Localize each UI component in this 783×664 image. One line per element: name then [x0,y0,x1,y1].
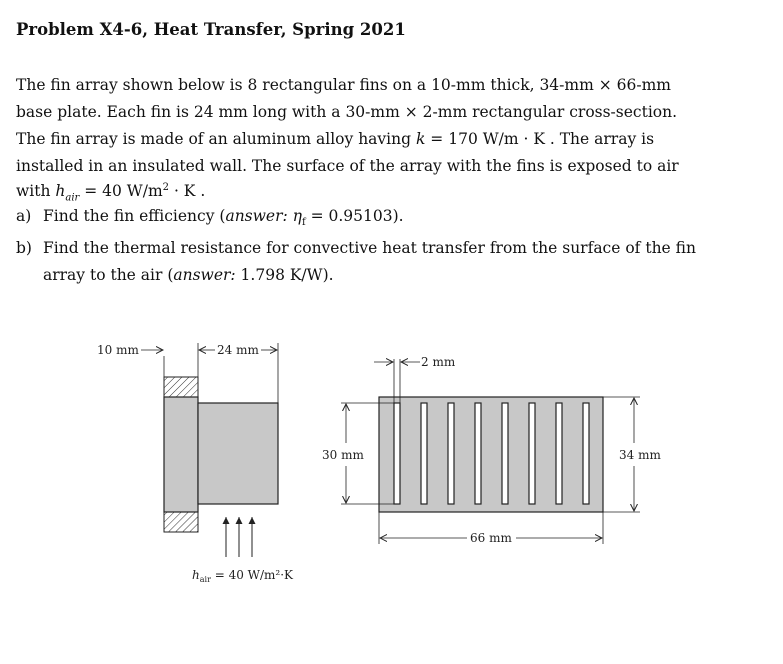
body-line-5-mid: = 40 W/m [79,182,163,201]
fin-8 [583,403,589,504]
body-line-2: base plate. Each fin is 24 mm long with a 30-mm × 2-mm rectangular cross-section. [16,103,678,121]
h-symbol: h [55,182,66,201]
eta-symbol: η [292,207,302,225]
h-label-subscript: air [199,575,211,584]
question-b-text-1: Find the thermal resistance for convective heat transfer from the surface of the fin [43,239,696,257]
body-line-3-pre: The fin array is made of an aluminum alloy having [16,130,416,148]
question-a-label: a) [16,207,32,225]
question-a-value: = 0.95103). [305,207,404,225]
question-b-value: 1.798 K/W). [235,266,334,284]
fin-5 [502,403,508,504]
plate-height-label: 34 mm [619,448,661,462]
fin-3 [448,403,454,504]
side-view [141,343,278,557]
fin-side [198,403,278,504]
insulation-bottom [164,512,198,532]
convection-coefficient-label [192,568,294,584]
base-plate-side [164,397,198,512]
conductivity-symbol: k [415,130,426,148]
question-a-text: Find the fin efficiency ( [43,207,226,225]
fin-4 [475,403,481,504]
air-flow-arrows [226,517,252,557]
body-line-1: The fin array shown below is 8 rectangular fins on a 10-mm thick, 34-mm × 66-mm [16,76,672,94]
fin-6 [529,403,535,504]
base-plate-front [379,397,603,512]
body-line-5-pre: with [16,182,56,201]
insulation-top [164,377,198,397]
fin-2 [421,403,427,504]
question-b-label: b) [16,239,32,257]
question-b-text-2: array to the air ( [43,266,174,284]
plate-width-label: 66 mm [470,531,512,545]
question-b-answer-word: answer: [173,266,236,284]
fin-length-label: 24 mm [217,343,259,357]
h-label-value: = 40 W/m²·K [210,568,294,582]
fin-thickness-label: 2 mm [421,355,456,369]
h-unit-exponent: 2 [162,182,170,193]
fin-1 [394,403,400,504]
h-label-symbol: h [192,568,200,582]
front-view [341,359,640,544]
h-subscript: air [65,192,80,204]
eta-subscript: f [301,217,306,229]
fin-7 [556,403,562,504]
fin-height-label: 30 mm [322,448,364,462]
problem-title: Problem X4-6, Heat Transfer, Spring 2021 [16,20,406,39]
body-line-4: installed in an insulated wall. The surface of the array with the fins is exposed to air [16,157,679,175]
base-thickness-label: 10 mm [97,343,139,357]
body-line-5-post: · K . [169,182,206,201]
question-a-answer-word: answer: [225,207,288,225]
body-line-3-post: = 170 W/m · K . The array is [425,130,655,148]
